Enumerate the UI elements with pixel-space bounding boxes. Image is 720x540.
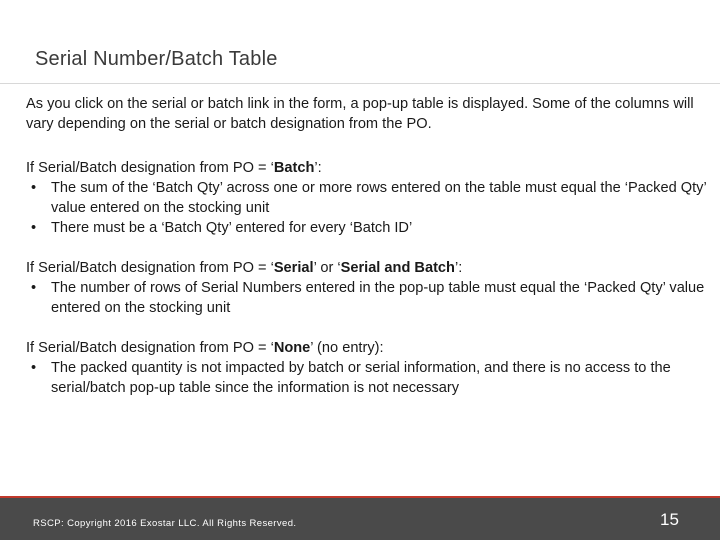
bullet-item <box>26 178 711 218</box>
condition-line: If Serial/Batch designation from PO = ‘Serial’ or ‘Serial and Batch’: <box>26 260 463 276</box>
bullet-text: The number of rows of Serial Numbers entered in the pop-up table must equal the ‘Packed Qty’ value entered on the stocking unit <box>51 280 705 316</box>
slide-content <box>26 94 711 418</box>
bullet-icon: • <box>31 360 37 376</box>
bullet-icon: • <box>31 280 37 296</box>
bullet-icon: • <box>31 220 37 236</box>
bullet-icon: • <box>31 180 37 196</box>
bullet-item <box>26 358 711 398</box>
title-divider <box>0 83 720 84</box>
footer-accent-line <box>0 496 720 498</box>
bullet-item <box>26 278 711 318</box>
intro-paragraph: As you click on the serial or batch link in the form, a pop-up table is displayed. Some of the columns will vary depending on the serial or batch designation from the PO. <box>26 96 694 132</box>
bullet-text: There must be a ‘Batch Qty’ entered for every ‘Batch ID’ <box>51 220 413 236</box>
footer-copyright: RSCP: Copyright 2016 Exostar LLC. All Rights Reserved. <box>33 518 297 529</box>
condition-line: If Serial/Batch designation from PO = ‘Batch’: <box>26 160 322 176</box>
section-serial <box>26 258 711 318</box>
condition-line: If Serial/Batch designation from PO = ‘None’ (no entry): <box>26 340 384 356</box>
bullet-text: The packed quantity is not impacted by batch or serial information, and there is no access to the serial/batch pop-up table since the information is not necessary <box>51 360 671 396</box>
section-batch <box>26 158 711 238</box>
page-number: 15 <box>660 510 679 529</box>
section-none <box>26 338 711 398</box>
bullet-text: The sum of the ‘Batch Qty’ across one or more rows entered on the table must equal the ‘Packed Qty’ value entered on the stocking unit <box>51 180 707 216</box>
bullet-item <box>26 218 711 238</box>
slide-title: Serial Number/Batch Table <box>35 48 278 70</box>
